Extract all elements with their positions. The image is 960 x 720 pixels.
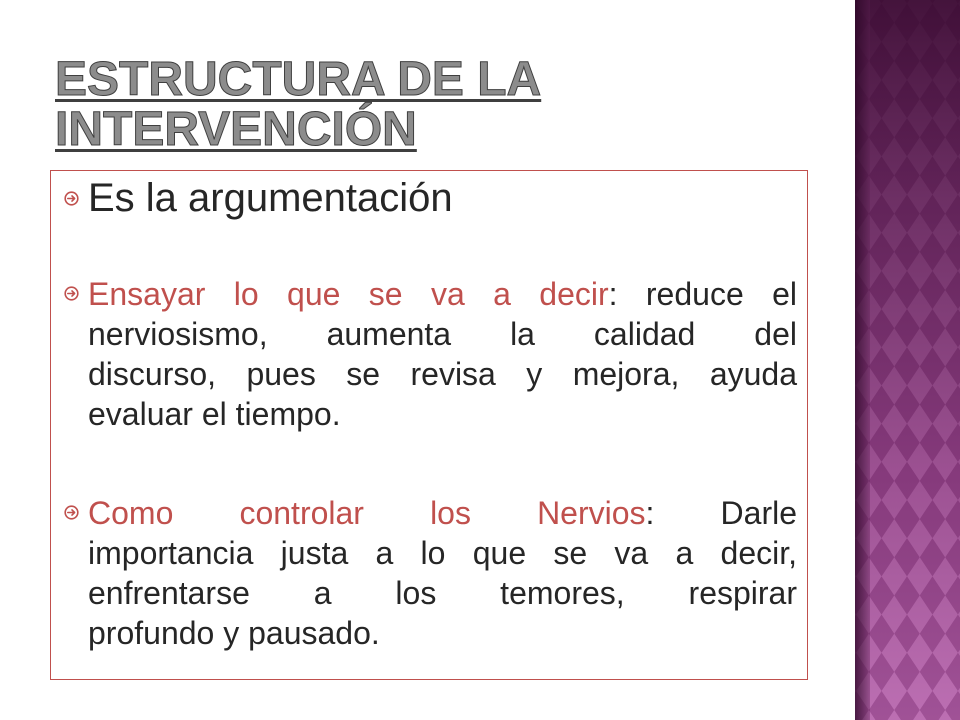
title-line-2-text: INTERVENCIÓN: [55, 103, 417, 156]
highlight-phrase: Como controlar los Nervios: [88, 495, 646, 531]
circled-arrow-bullet-icon: [64, 191, 79, 206]
bullet-text: Es la argumentación: [88, 176, 453, 220]
highlight-phrase: Ensayar lo que se va a decir: [88, 276, 609, 312]
circled-arrow-bullet-icon: [64, 505, 79, 520]
bullet-ensayar: [88, 274, 797, 434]
paragraph-line: enfrentarse a los temores, respirar: [88, 575, 797, 611]
slide-title: [55, 55, 541, 155]
paragraph-line: discurso, pues se revisa y mejora, ayuda: [88, 356, 797, 392]
circled-arrow-bullet-icon: [64, 286, 79, 301]
line-text: : reduce el: [608, 276, 798, 312]
strip-left-band: [855, 0, 870, 720]
circled-arrow-svg: [64, 191, 79, 206]
title-line-1: [55, 55, 541, 105]
paragraph-line: [88, 274, 797, 314]
bullet-nervios: [88, 493, 797, 653]
paragraph-line: importancia justa a lo que se va a decir,: [88, 535, 797, 571]
line-text: : Darle: [645, 495, 798, 531]
paragraph-line: nerviosismo, aumenta la calidad del: [88, 316, 797, 352]
decorative-harlequin-strip: [855, 0, 960, 720]
circled-arrow-svg: [64, 286, 79, 301]
title-line-1-text: ESTRUCTURA DE LA: [55, 53, 542, 106]
circled-arrow-svg: [64, 505, 79, 520]
paragraph-line: [88, 493, 797, 533]
bullet-argumentacion: [88, 174, 797, 222]
title-line-2: [55, 105, 541, 155]
strip-top-shade: [855, 0, 960, 720]
paragraph-line: profundo y pausado.: [88, 615, 380, 651]
paragraph-line: evaluar el tiempo.: [88, 396, 341, 432]
